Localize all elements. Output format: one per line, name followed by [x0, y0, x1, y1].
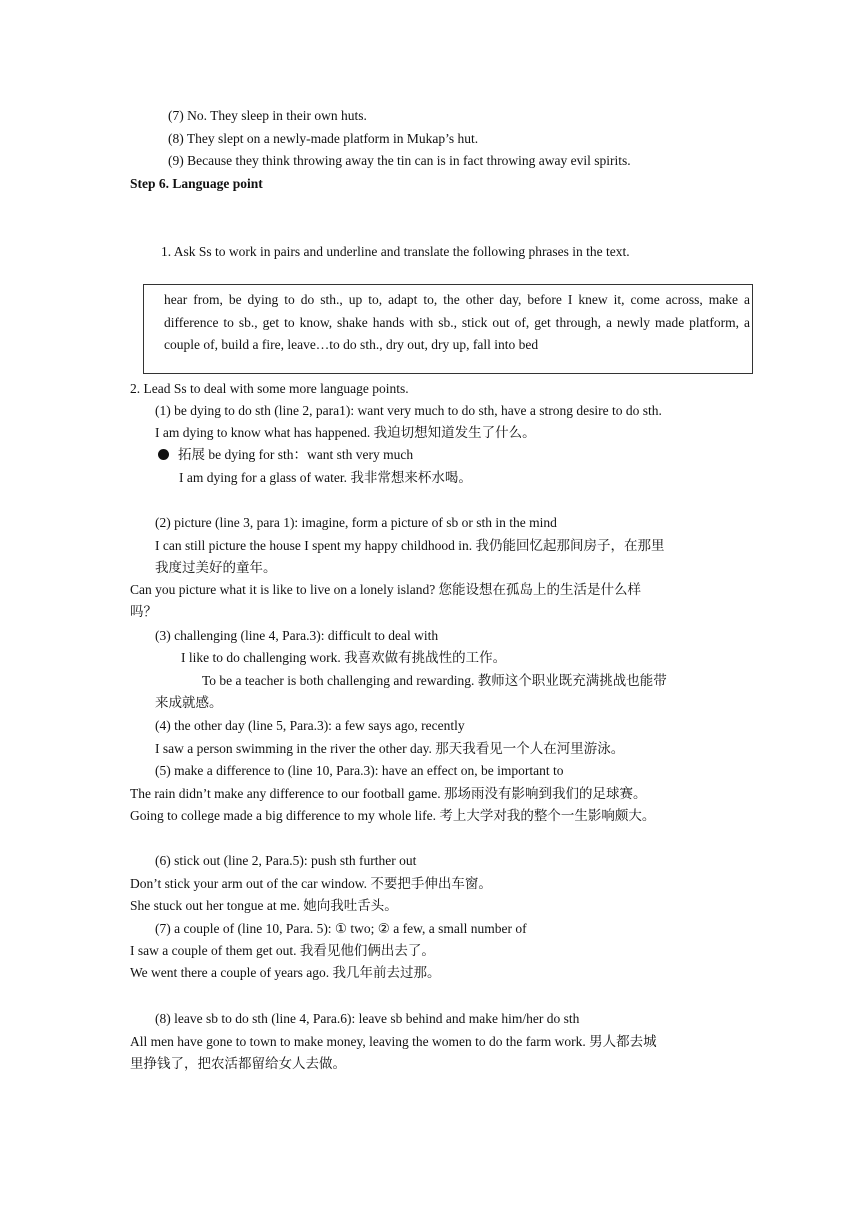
point-6-example-1: Don’t stick your arm out of the car window. 不要把手伸出车窗。	[130, 876, 492, 891]
step-heading: Step 6. Language point	[130, 176, 263, 191]
point-1-extension-text: 拓展 be dying for sth：want sth very much	[178, 447, 414, 462]
bullet-icon	[158, 449, 169, 460]
point-3-example-2b: 来成就感。	[155, 695, 223, 710]
point-4-definition: (4) the other day (line 5, Para.3): a few says ago, recently	[155, 718, 465, 733]
point-2-example-2b: 吗？	[130, 604, 157, 619]
point-5-example-1: The rain didn’t make any difference to our football game. 那场雨没有影响到我们的足球赛。	[130, 786, 647, 801]
point-1-extension-example: I am dying for a glass of water. 我非常想来杯水喝。	[179, 470, 472, 485]
point-8-example-1a: All men have gone to town to make money, leaving the women to do the farm work. 男人都去城	[130, 1034, 657, 1049]
point-2-example-1b: 我度过美好的童年。	[155, 560, 277, 575]
point-7-definition: (7) a couple of (line 10, Para. 5): ① two; ② a few, a small number of	[155, 921, 527, 936]
point-1-definition: (1) be dying to do sth (line 2, para1): want very much to do sth, have a strong desire to do sth.	[155, 403, 662, 418]
answer-7: (7) No. They sleep in their own huts.	[168, 108, 367, 123]
point-2-definition: (2) picture (line 3, para 1): imagine, form a picture of sb or sth in the mind	[155, 515, 557, 530]
point-1-example: I am dying to know what has happened. 我迫切想知道发生了什么。	[155, 425, 536, 440]
task-1-instruction: 1. Ask Ss to work in pairs and underline and translate the following phrases in the text.	[161, 244, 630, 259]
point-5-definition: (5) make a difference to (line 10, Para.3): have an effect on, be important to	[155, 763, 564, 778]
point-6-example-2: She stuck out her tongue at me. 她向我吐舌头。	[130, 898, 398, 913]
point-4-example: I saw a person swimming in the river the other day. 那天我看见一个人在河里游泳。	[155, 741, 625, 756]
point-3-example-1: I like to do challenging work. 我喜欢做有挑战性的工作。	[181, 650, 507, 665]
point-6-definition: (6) stick out (line 2, Para.5): push sth further out	[155, 853, 417, 868]
phrase-list: hear from, be dying to do sth., up to, adapt to, the other day, before I knew it, come across, make a difference to sb., get to know, shake hands with sb., stick out of, get through, a newly made platform, a couple of, build a fire, leave…to do sth., dry out, dry up, fall into bed	[164, 292, 750, 352]
point-2-example-1a: I can still picture the house I spent my happy childhood in. 我仍能回忆起那间房子，在那里	[155, 538, 665, 553]
point-8-definition: (8) leave sb to do sth (line 4, Para.6): leave sb behind and make him/her do sth	[155, 1011, 580, 1026]
answer-9: (9) Because they think throwing away the tin can is in fact throwing away evil spirits.	[168, 153, 631, 168]
task-2-instruction: 2. Lead Ss to deal with some more language points.	[130, 381, 409, 396]
point-3-definition: (3) challenging (line 4, Para.3): difficult to deal with	[155, 628, 439, 643]
point-5-example-2: Going to college made a big difference to my whole life. 考上大学对我的整个一生影响颇大。	[130, 808, 656, 823]
point-1-extension	[158, 446, 413, 464]
point-2-example-2a: Can you picture what it is like to live on a lonely island? 您能设想在孤岛上的生活是什么样	[130, 582, 642, 597]
phrase-box	[143, 284, 753, 374]
point-7-example-2: We went there a couple of years ago. 我几年前去过那。	[130, 965, 441, 980]
answer-8: (8) They slept on a newly-made platform in Mukap’s hut.	[168, 131, 479, 146]
point-7-example-1: I saw a couple of them get out. 我看见他们俩出去了。	[130, 943, 435, 958]
point-8-example-1b: 里挣钱了，把农活都留给女人去做。	[130, 1056, 346, 1071]
point-3-example-2a: To be a teacher is both challenging and rewarding. 教师这个职业既充满挑战也能带	[202, 673, 667, 688]
